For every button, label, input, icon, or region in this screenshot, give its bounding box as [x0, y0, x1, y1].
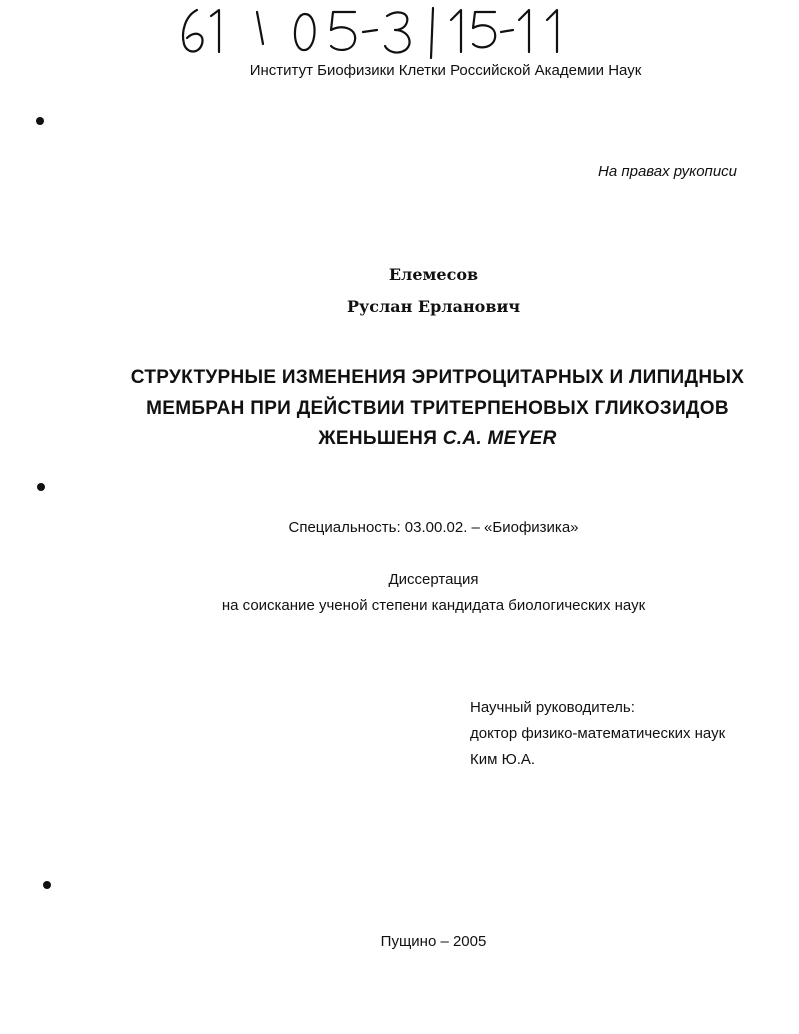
thesis-title-line-2: МЕМБРАН ПРИ ДЕЙСТВИИ ТРИТЕРПЕНОВЫХ ГЛИКОЗИДОВ [146, 398, 729, 419]
author-name: Руслан Ерланович [346, 297, 521, 316]
handwritten-code-drawing [175, 2, 605, 62]
institute-name: Институт Биофизики Клетки Российской Академии Наук [249, 62, 642, 79]
punch-hole-mark [36, 117, 44, 125]
city-year: Пущино – 2005 [380, 933, 487, 950]
thesis-title-line-3-regular: ЖЕНЬШЕНЯ [318, 428, 443, 449]
rights-note: На правах рукописи [598, 163, 737, 180]
punch-hole-mark [43, 881, 51, 889]
dissertation-label: Диссертация [388, 571, 479, 588]
handwritten-code [175, 2, 605, 62]
specialty: Специальность: 03.00.02. – «Биофизика» [288, 519, 579, 536]
thesis-title-line-3-italic: C.A. MEYER [442, 428, 557, 449]
thesis-title-line-3 [38, 428, 799, 450]
thesis-title-line-1: СТРУКТУРНЫЕ ИЗМЕНЕНИЯ ЭРИТРОЦИТАРНЫХ И ЛИПИДНЫХ [130, 367, 745, 388]
punch-hole-mark [37, 483, 45, 491]
degree-label: на соискание ученой степени кандидата биологических наук [221, 597, 646, 614]
supervisor-label: Научный руководитель: [470, 699, 635, 716]
author-surname: Елемесов [388, 265, 479, 284]
supervisor-degree: доктор физико-математических наук [470, 725, 726, 742]
supervisor-name: Ким Ю.А. [470, 751, 536, 768]
